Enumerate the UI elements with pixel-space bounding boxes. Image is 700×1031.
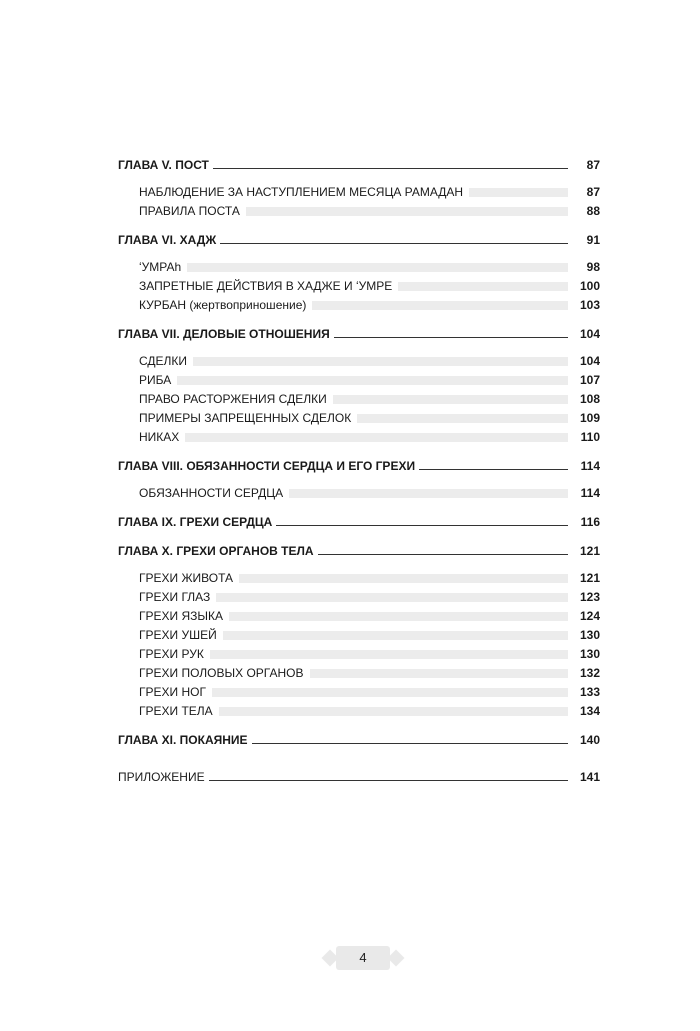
toc-page: 108 (579, 392, 600, 406)
toc-page: 109 (579, 411, 600, 425)
toc-chapter-10[interactable] (118, 542, 600, 561)
toc-page: 124 (579, 609, 600, 623)
toc-page: 130 (579, 647, 600, 661)
toc-chapter-7[interactable] (118, 325, 600, 344)
toc-entry[interactable] (118, 428, 600, 447)
toc-page: 140 (579, 733, 600, 747)
toc-title: НАБЛЮДЕНИЕ ЗА НАСТУПЛЕНИЕМ МЕСЯЦА РАМАДАН (139, 185, 464, 199)
toc-title: ЗАПРЕТНЫЕ ДЕЙСТВИЯ В ХАДЖЕ И ʻУМРЕ (139, 279, 393, 293)
toc-title: ГРЕХИ ЯЗЫКА (139, 609, 223, 623)
toc-title: ГЛАВА X. ГРЕХИ ОРГАНОВ ТЕЛА (118, 544, 314, 558)
toc-page: 116 (580, 515, 600, 529)
leader-bar (312, 301, 568, 310)
toc-page: 141 (579, 770, 600, 784)
toc-title: НИКАХ (139, 430, 180, 444)
leader-line (276, 524, 568, 526)
toc-page: 87 (586, 158, 600, 172)
toc-entry[interactable] (118, 183, 600, 202)
toc-page: 121 (579, 571, 600, 585)
toc-entry[interactable] (118, 296, 600, 315)
toc-title: ГЛАВА XI. ПОКАЯНИЕ (118, 733, 248, 747)
toc-page: 132 (579, 666, 600, 680)
leader-line (318, 553, 568, 555)
toc-title: ГРЕХИ РУК (139, 647, 204, 661)
toc-page: 88 (586, 204, 600, 218)
toc-entry[interactable] (118, 371, 600, 390)
toc-title: ГЛАВА VI. ХАДЖ (118, 233, 217, 247)
toc-entry[interactable] (118, 484, 600, 503)
toc-page: 114 (580, 459, 600, 473)
toc-entry[interactable] (118, 569, 600, 588)
toc-title: ГРЕХИ НОГ (139, 685, 206, 699)
toc-entry[interactable] (118, 258, 600, 277)
toc-title: ОБЯЗАННОСТИ СЕРДЦА (139, 486, 284, 500)
ornament-right-diamond (388, 950, 405, 967)
leader-bar (333, 395, 568, 404)
toc-appendix[interactable] (118, 768, 600, 787)
leader-bar (212, 688, 568, 697)
toc-chapter-5[interactable] (118, 156, 600, 175)
toc-page: 100 (579, 279, 600, 293)
toc-entry[interactable] (118, 277, 600, 296)
toc-entry[interactable] (118, 588, 600, 607)
leader-bar (187, 263, 568, 272)
toc-title: ГРЕХИ ТЕЛА (139, 704, 213, 718)
leader-bar (229, 612, 568, 621)
toc-page: 107 (579, 373, 600, 387)
toc-entry[interactable] (118, 409, 600, 428)
toc-entry[interactable] (118, 202, 600, 221)
leader-bar (469, 188, 568, 197)
leader-bar (246, 207, 568, 216)
toc-page: 121 (579, 544, 600, 558)
toc-title: РИБА (139, 373, 172, 387)
toc-title: ГРЕХИ УШЕЙ (139, 628, 217, 642)
toc-chapter-8[interactable] (118, 457, 600, 476)
toc-page: 104 (579, 327, 600, 341)
leader-line (209, 779, 568, 781)
toc-entry[interactable] (118, 645, 600, 664)
toc-page: 91 (586, 233, 600, 247)
toc-title: ʻУМРАh (139, 260, 182, 274)
page-number: 4 (359, 950, 367, 965)
toc-title: ГЛАВА VIII. ОБЯЗАННОСТИ СЕРДЦА И ЕГО ГРЕХИ (118, 459, 416, 473)
leader-bar (219, 707, 568, 716)
table-of-contents (118, 150, 600, 787)
leader-line (334, 336, 568, 338)
leader-bar (357, 414, 568, 423)
leader-bar (177, 376, 568, 385)
toc-title: КУРБАН (жертвоприношение) (139, 298, 307, 312)
toc-entry[interactable] (118, 626, 600, 645)
page-number-badge (320, 944, 406, 972)
toc-title: ПРАВИЛА ПОСТА (139, 204, 240, 218)
toc-page: 134 (579, 704, 600, 718)
toc-title: ГЛАВА VII. ДЕЛОВЫЕ ОТНОШЕНИЯ (118, 327, 330, 341)
toc-title: ПРИЛОЖЕНИЕ (118, 770, 205, 784)
toc-page: 123 (579, 590, 600, 604)
toc-title: ГРЕХИ ЖИВОТА (139, 571, 234, 585)
leader-bar (210, 650, 568, 659)
leader-line (252, 742, 568, 744)
toc-page: 130 (579, 628, 600, 642)
leader-bar (185, 433, 568, 442)
toc-title: ГРЕХИ ПОЛОВЫХ ОРГАНОВ (139, 666, 304, 680)
toc-entry[interactable] (118, 683, 600, 702)
toc-page: 103 (579, 298, 600, 312)
toc-entry[interactable] (118, 702, 600, 721)
leader-bar (223, 631, 568, 640)
leader-line (220, 242, 568, 244)
toc-entry[interactable] (118, 390, 600, 409)
leader-bar (193, 357, 568, 366)
leader-bar (398, 282, 568, 291)
leader-bar (239, 574, 568, 583)
toc-page: 87 (586, 185, 600, 199)
toc-page: 104 (579, 354, 600, 368)
toc-page: 133 (579, 685, 600, 699)
toc-entry[interactable] (118, 664, 600, 683)
toc-title: ГЛАВА IX. ГРЕХИ СЕРДЦА (118, 515, 273, 529)
leader-bar (289, 489, 568, 498)
leader-bar (310, 669, 568, 678)
toc-page: 114 (580, 486, 600, 500)
leader-line (213, 167, 568, 169)
toc-entry[interactable] (118, 352, 600, 371)
toc-entry[interactable] (118, 607, 600, 626)
toc-title: ПРАВО РАСТОРЖЕНИЯ СДЕЛКИ (139, 392, 327, 406)
toc-title: СДЕЛКИ (139, 354, 188, 368)
toc-title: ГРЕХИ ГЛАЗ (139, 590, 211, 604)
toc-chapter-11[interactable] (118, 731, 600, 750)
leader-line (419, 468, 568, 470)
toc-page: 98 (586, 260, 600, 274)
toc-title: ГЛАВА V. ПОСТ (118, 158, 209, 172)
toc-title: ПРИМЕРЫ ЗАПРЕЩЕННЫХ СДЕЛОК (139, 411, 352, 425)
toc-chapter-6[interactable] (118, 231, 600, 250)
toc-page: 110 (580, 430, 600, 444)
leader-bar (216, 593, 568, 602)
toc-chapter-9[interactable] (118, 513, 600, 532)
